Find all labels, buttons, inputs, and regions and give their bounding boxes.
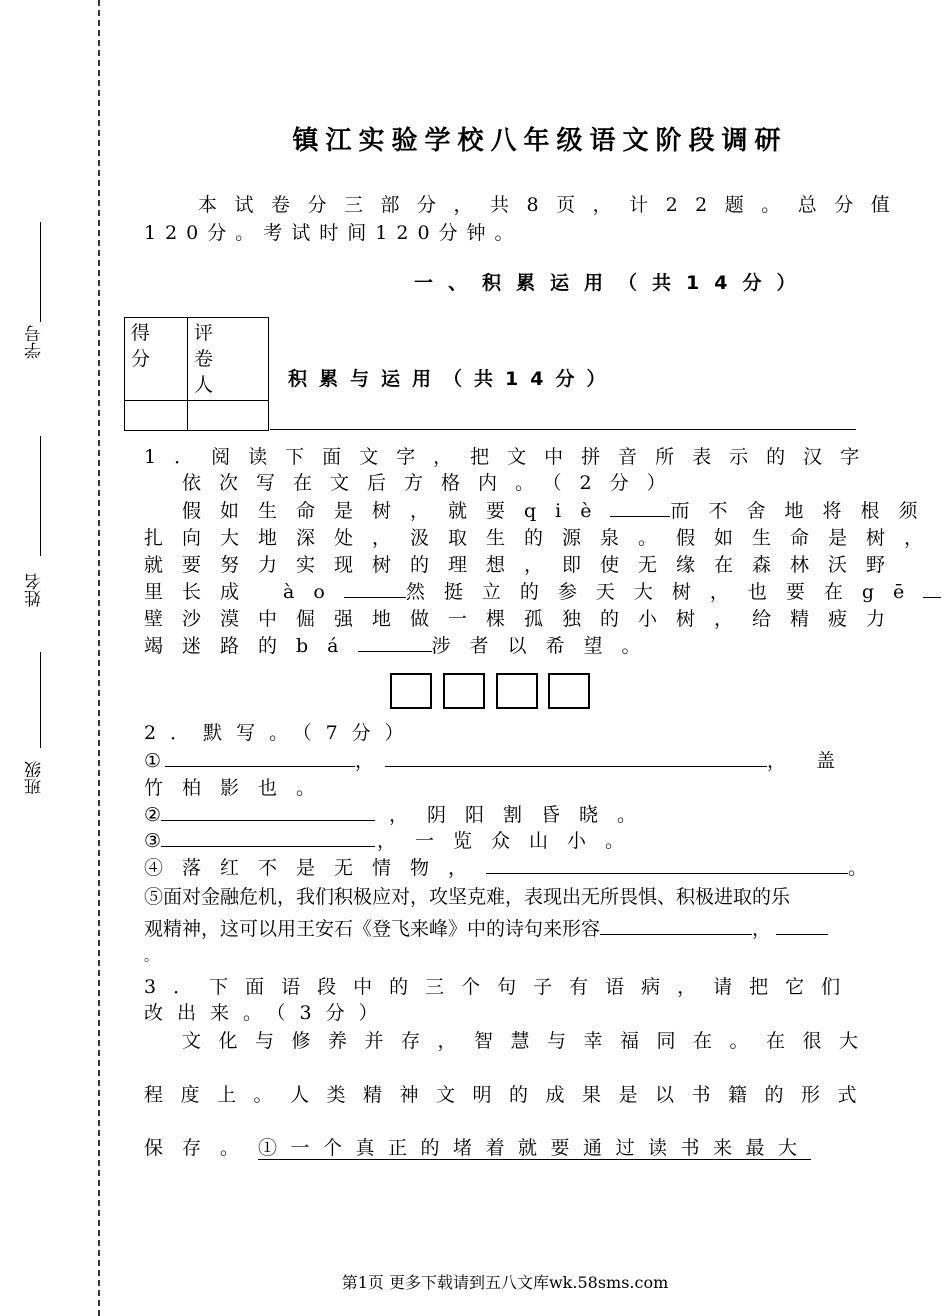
q3-line-4: 程度上。人类精神文明的成果是以书籍的形式 [144, 1084, 875, 1106]
intro-line-1: 本试卷分三部分，共8页，计22题。总分值 [198, 194, 908, 216]
q1-line-1: 1．阅读下面文字，把文中拼音所表示的汉字 [144, 446, 878, 468]
answer-box-3[interactable] [496, 673, 538, 709]
grader-header: 评卷人 [188, 318, 269, 401]
grader-cell[interactable] [188, 401, 269, 431]
q2-item-3: ③ ，一览众山小。 [144, 830, 644, 852]
q3-line-5: 保存。①一个真正的堵着就要通过读书来最大 [144, 1137, 811, 1159]
q2-blank-5a[interactable] [600, 916, 752, 935]
q1-line-4: 扎向大地深处，汲取生的源泉。假如生命是树， [144, 527, 943, 549]
section-subheading: 积累与运用（共14分） [288, 368, 618, 390]
q3-line-3: 文化与修养并存，智慧与幸福同在。在很大 [182, 1030, 876, 1052]
class-blank [40, 652, 41, 748]
q1-blank-qie[interactable] [610, 498, 670, 517]
q1-blank-ao[interactable] [344, 579, 406, 598]
student-no-label: 学号 [25, 325, 45, 359]
q2-item-5-end: 。 [144, 949, 158, 965]
q2-item-5-line-2: 观精神，这可以用王安石《登飞来峰》中的诗句来形容 ， [144, 914, 828, 941]
binding-fold-line [98, 0, 100, 1316]
q2-line-1: 2．默写。（7分） [144, 722, 418, 744]
answer-box-4[interactable] [548, 673, 590, 709]
answer-box-1[interactable] [390, 673, 432, 709]
q2-blank-4[interactable] [486, 855, 848, 874]
answer-box-2[interactable] [443, 673, 485, 709]
q2-item-2: ② ，阴阳割昏晓。 [144, 804, 656, 826]
q2-blank-2[interactable] [161, 802, 375, 821]
score-header: 得分 [125, 318, 188, 401]
q3-line-2: 改出来。（3分） [144, 1002, 392, 1024]
q2-blank-5b[interactable] [776, 916, 828, 935]
q1-line-3: 假如生命是树，就要qiè 而不舍地将根须 [182, 500, 937, 522]
name-label: 姓名 [25, 573, 45, 607]
q1-blank-ge[interactable] [923, 579, 941, 598]
q2-item-4: ④落红不是无情物， 。 [144, 857, 868, 879]
q1-blank-ba[interactable] [358, 633, 432, 652]
q2-blank-3[interactable] [161, 828, 375, 847]
section-heading: 一、积累运用（共14分） [414, 272, 811, 294]
q2-item-5-line-1: ⑤面对金融危机，我们积极应对，攻坚克难，表现出无所畏惧、积极进取的乐 [144, 886, 791, 908]
q2-item-1-cont: 竹柏影也。 [144, 777, 335, 799]
q1-line-6: 里长成 ào 然挺立的参天大树，也要在gē [144, 577, 941, 604]
q2-blank-1b[interactable] [385, 748, 767, 767]
class-label: 班级 [25, 761, 45, 795]
intro-line-2: 120分。考试时间120分钟。 [144, 222, 523, 244]
q1-line-2: 依次写在文后方格内。（2分） [182, 472, 684, 494]
page-footer: 第1页 更多下载请到五八文库wk.58sms.com [341, 1273, 669, 1292]
q1-line-8: 竭迷路的bá 涉者以希望。 [144, 635, 660, 657]
q1-line-5: 就要努力实现树的理想，即使无缘在森林沃野 [144, 554, 905, 576]
page-title: 镇江实验学校八年级语文阶段调研 [292, 126, 788, 156]
q1-line-7: 壁沙漠中倔强地做一棵孤独的小树，给精疲力 [144, 608, 905, 630]
score-cell[interactable] [125, 401, 188, 431]
section-divider [270, 429, 856, 430]
q2-blank-1a[interactable] [165, 748, 355, 767]
name-blank [40, 436, 41, 556]
q2-item-1: ① ， ，盖 [144, 750, 866, 772]
student-no-blank [40, 222, 41, 322]
q3-underlined-sentence: ①一个真正的堵着就要通过读书来最大 [258, 1137, 811, 1159]
q3-line-1: 3．下面语段中的三个句子有语病，请把它们 [144, 976, 858, 998]
score-table [124, 317, 269, 431]
